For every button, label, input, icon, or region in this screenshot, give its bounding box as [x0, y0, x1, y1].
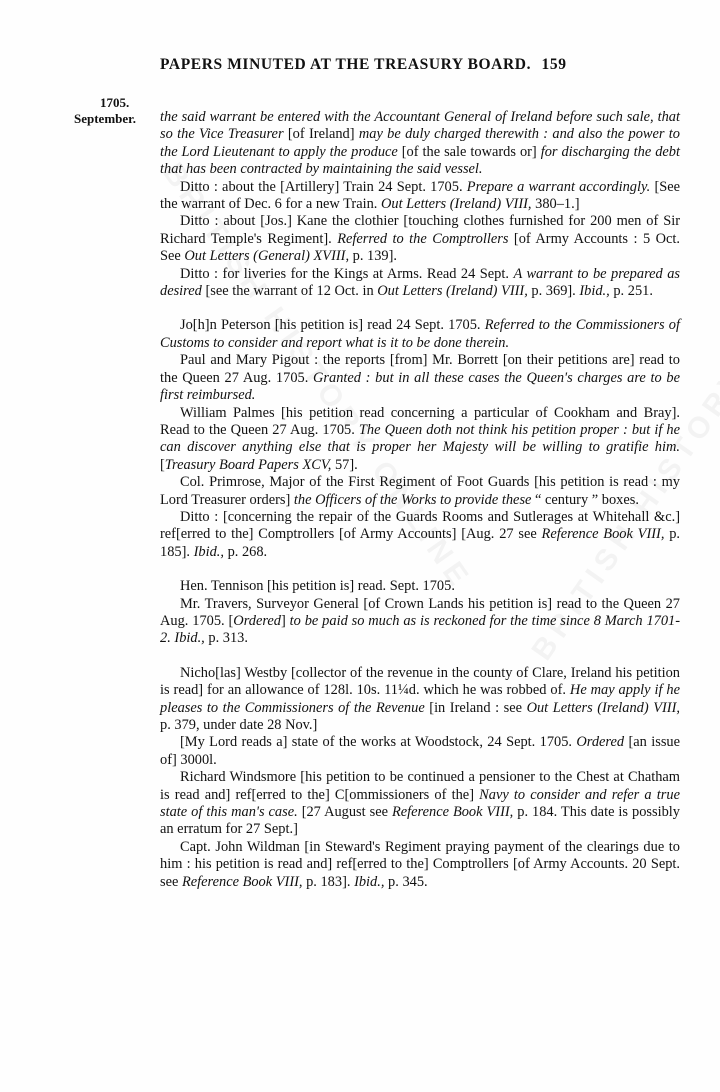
margin-year: 1705. [100, 95, 130, 110]
entry-paragraph: Col. Primrose, Major of the First Regiment of Foot Guards [his petition is read : my Lord Treasurer orders] the Officers of the Works to provide these “ century ” boxes. [160, 474, 680, 508]
section-gap [160, 561, 680, 578]
section-gap [160, 648, 680, 665]
entry-paragraph: Mr. Travers, Surveyor General [of Crown Lands his petition is] read to the Queen 27 Aug. 1705. [Ordered] to be paid so much as is reckoned for the time since 8 March 1701-2. Ibid., p. 313. [160, 595, 681, 647]
entry-paragraph: Jo[h]n Peterson [his petition is] read 24 Sept. 1705. Referred to the Commissioners of Customs to consider and report what is it to be done therein. [160, 317, 680, 351]
page-body [160, 109, 680, 891]
entry-paragraph: Hen. Tennison [his petition is] read. Sept. 1705. [180, 578, 455, 595]
entry-paragraph: [My Lord reads a] state of the works at Woodstock, 24 Sept. 1705. Ordered [an issue of] 3000l. [160, 734, 681, 768]
entry-paragraph: Paul and Mary Pigout : the reports [from] Mr. Borrett [on their petitions are] read to the Queen 27 Aug. 1705. Granted : but in all these cases the Queen's charges are to be first reimbursed. [160, 352, 680, 404]
running-title: PAPERS MINUTED AT THE TREASURY BOARD. [160, 56, 532, 73]
entry-paragraph: the said warrant be entered with the Accountant General of Ireland before such sale, that so the Vice Treasurer [of Ireland] may be duly charged therewith : and also the power to the Lord Lieutenant to apply the produce [of the sale towards or] for discharging the debt that has been contracted by maintaining the said vessel. [160, 109, 680, 178]
entry-paragraph: Ditto : [concerning the repair of the Guards Rooms and Sutlerages at Whitehall &c.] ref[erred to the] Comptrollers [of Army Accounts] [Aug. 27 see Reference Book VIII, p. 185]. Ibid., p. 268. [160, 508, 680, 560]
page-number: 159 [541, 56, 567, 73]
entry-paragraph: Ditto : about [Jos.] Kane the clothier [touching clothes furnished for 200 men of Sir Richard Temple's Regiment]. Referred to the Comptrollers [of Army Accounts : 5 Oct. See Out Letters (General) XVIII, p. 139]. [160, 213, 680, 265]
entry-paragraph: Ditto : for liveries for the Kings at Arms. Read 24 Sept. A warrant to be prepared as desired [see the warrant of 12 Oct. in Out Letters (Ireland) VIII, p. 369]. Ibid., p. 251. [160, 265, 680, 300]
section-gap [160, 300, 680, 317]
running-header [160, 56, 680, 74]
entry-paragraph: Nicho[las] Westby [collector of the revenue in the county of Clare, Ireland his petition is read] for an allowance of 128l. 10s. 11¼d. which he was robbed of. He may apply if he pleases to the Commissioners of the Revenue [in Ireland : see Out Letters (Ireland) VIII, p. 379, under date 28 Nov.] [160, 664, 680, 733]
entry-paragraph: Richard Windsmore [his petition to be continued a pensioner to the Chest at Chatham is read and] ref[erred to the] C[ommissioners of the] Navy to consider and refer a true state of this man's case. [27 August see Reference Book VIII, p. 184. This date is possibly an erratum for 27 Sept.] [160, 769, 680, 838]
margin-month: September. [74, 111, 136, 126]
entry-paragraph: Capt. John Wildman [in Steward's Regiment praying payment of the clearings due to him : his petition is read and] ref[erred to the] Comptrollers [of Army Accounts. 20 Sept. see Reference Book VIII, p. 183]. Ibid., p. 345. [160, 838, 680, 890]
entry-paragraph: William Palmes [his petition read concerning a particular of Cookham and Bray]. Read to the Queen 27 Aug. 1705. The Queen doth not think his petition proper : but if he can discover anything else that is proper her Majesty will be willing to gratifie him. [Treasury Board Papers XCV, 57]. [160, 404, 680, 473]
entry-paragraph: Ditto : about the [Artillery] Train 24 Sept. 1705. Prepare a warrant accordingly. [See the warrant of Dec. 6 for a new Train. Out Letters (Ireland) VIII, 380–1.] [160, 178, 681, 213]
